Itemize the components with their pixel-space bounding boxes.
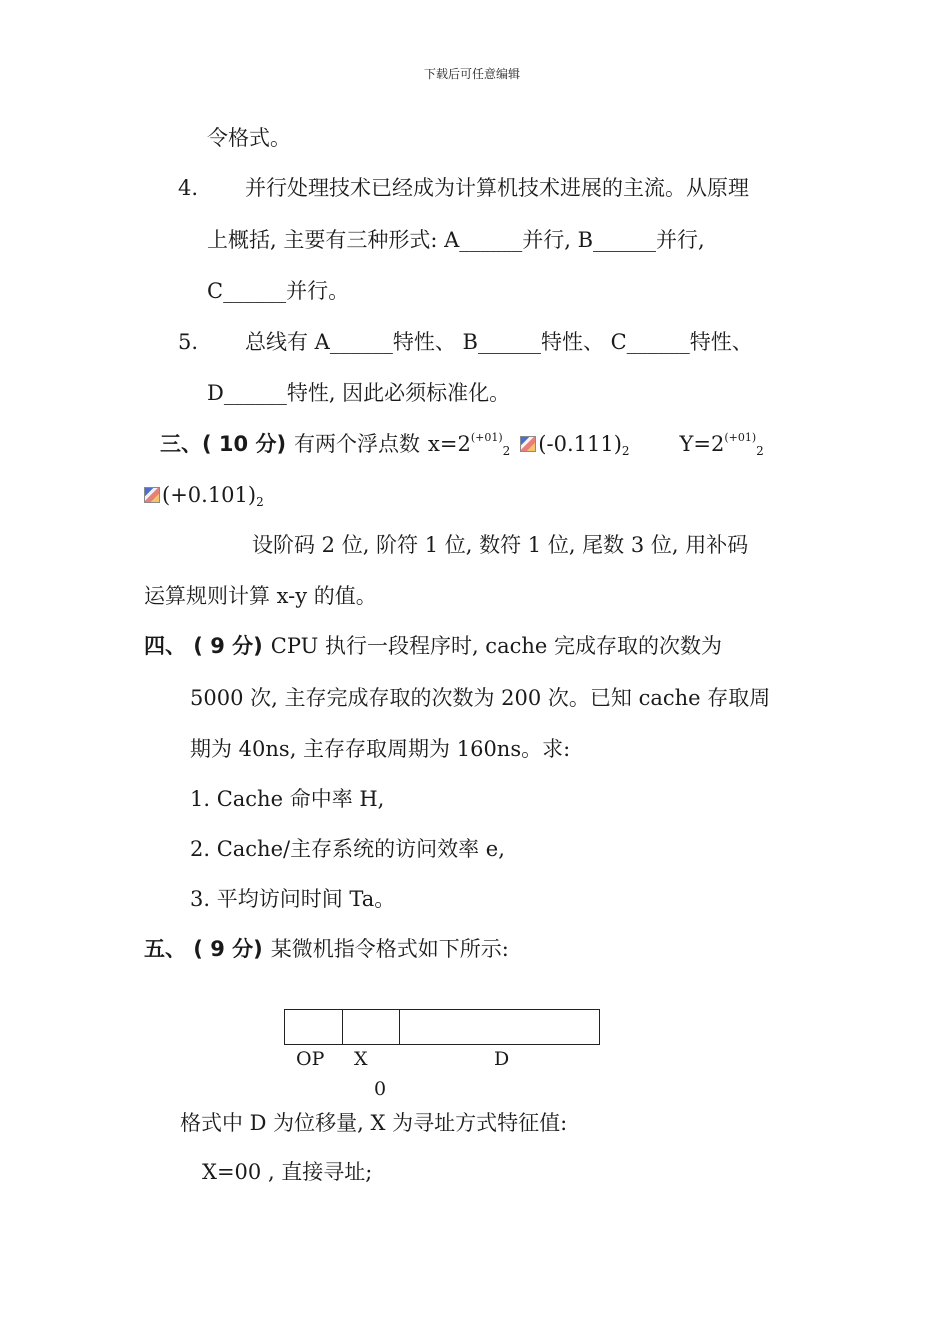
text-span: 某微机指令格式如下所示: (270, 937, 509, 961)
field-label-op: OP (296, 1048, 325, 1070)
section-heading: 五、 ( 9 分) (144, 937, 263, 961)
broken-image-icon (144, 487, 160, 503)
formula-y: Y=2 (679, 432, 725, 456)
list-item: 2. Cache/主存系统的访问效率 e, (190, 837, 505, 861)
formula-subscript: 2 (502, 444, 511, 458)
formula-x-value: (-0.111) (538, 432, 622, 456)
page-header: 下载后可任意编辑 (424, 67, 521, 81)
section-heading: 四、 ( 9 分) (144, 634, 263, 658)
text-line: 令格式。 (207, 126, 291, 150)
field-label-d: D (494, 1048, 510, 1070)
text-span: 有两个浮点数 (294, 432, 421, 456)
field-bit-label: 0 (374, 1078, 387, 1100)
text-line: X=00 , 直接寻址; (202, 1160, 373, 1184)
text-span: CPU 执行一段程序时, cache 完成存取的次数为 (270, 634, 722, 658)
text-line: 5000 次, 主存完成存取的次数为 200 次。已知 cache 存取周 (190, 686, 771, 710)
formula-subscript: 2 (756, 444, 764, 458)
instruction-format-box (284, 1009, 600, 1045)
section-heading: 三、( 10 分) (160, 432, 287, 456)
text-line: 运算规则计算 x-y 的值。 (144, 584, 377, 608)
text-line: 格式中 D 为位移量, X 为寻址方式特征值: (180, 1111, 568, 1135)
text-line: 并行处理技术已经成为计算机技术进展的主流。从原理 (245, 176, 749, 200)
text-line: D______特性, 因此必须标准化。 (207, 381, 511, 405)
section-3-line (160, 431, 764, 458)
format-divider (342, 1010, 343, 1044)
item-number: 4. (178, 176, 199, 200)
formula-x: x=2 (428, 432, 471, 456)
formula-exponent: (+01) (470, 431, 503, 444)
text-line: 总线有 A______特性、 B______特性、 C______特性、 (245, 330, 753, 354)
formula-line (144, 483, 264, 509)
list-item: 3. 平均访问时间 Ta。 (190, 887, 396, 911)
item-number: 5. (178, 330, 199, 354)
formula-subscript: 2 (256, 495, 264, 509)
list-item: 1. Cache 命中率 H, (190, 787, 385, 811)
text-line: 期为 40ns, 主存存取周期为 160ns。求: (190, 737, 571, 761)
format-divider (399, 1010, 400, 1044)
broken-image-icon (520, 436, 536, 452)
formula-exponent: (+01) (724, 431, 757, 444)
text-line: 上概括, 主要有三种形式: A______并行, B______并行, (207, 228, 705, 252)
section-4-line (144, 636, 722, 657)
text-line: C______并行。 (207, 279, 350, 303)
text-line: 设阶码 2 位, 阶符 1 位, 数符 1 位, 尾数 3 位, 用补码 (252, 533, 749, 557)
section-5-line (144, 939, 509, 960)
formula-y-value: (+0.101) (162, 483, 257, 507)
field-label-x: X (354, 1048, 368, 1070)
formula-subscript: 2 (621, 444, 630, 458)
